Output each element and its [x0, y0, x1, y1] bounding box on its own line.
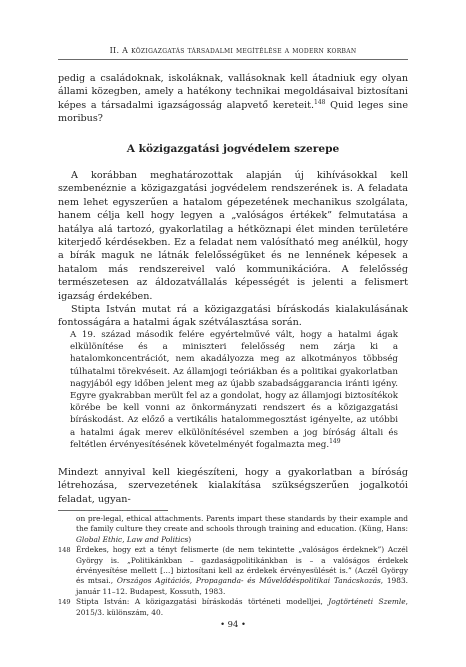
footnote-ref-148[interactable]: 148 — [314, 98, 326, 106]
running-head: II. A közigazgatás társadalmi megítélése a modern korban — [109, 46, 357, 55]
header-rule — [58, 59, 408, 60]
intro-paragraph — [58, 72, 408, 126]
section-title: A közigazgatási jogvédelem szerepe — [126, 143, 340, 155]
intro-tail: Quid leges sine moribus? — [58, 99, 408, 125]
page-number: • 94 • — [220, 619, 246, 629]
footnote-number: 149 — [58, 598, 71, 607]
footnote-continued: on pre-legal, ethical attachments. Parents impart these standards by their example and the family culture they create and schools through training and education. (Küng, Hans: Global Ethic, Law and Politics) — [76, 514, 408, 544]
footnote-rule — [58, 510, 168, 511]
footnote-number: 148 — [58, 546, 71, 555]
footnote-ref-149[interactable]: 149 — [329, 437, 341, 445]
paragraph-1: A korábban meghatározottak alapján új kihívásokkal kell szembenéznie a közigazgatási jogvédelem rendszerének is. A feladata nem lehet egyszerűen a hatalom gépezetének mechanikus szolgálata, hanem célja kell hogy legyen a „valóságos értékek” felmutatása a hatálya alá tartozó, gyakorlatilag a hétköznapi élet minden területére kiterjedő kérdésekben. Ez a feladat nem valósítható meg anélkül, hogy a bírák maguk ne látnák felelősségüket és ne lennének képesek a hatalom más rendszereivel való kommunikációra. A felelősség természetesen az áldozatvállalás képességét is jelenti a felismert igazság érdekében. — [58, 170, 408, 302]
paragraph-2: Stipta István mutat rá a közigazgatási bíráskodás kialakulásának fontosságára a hatalmi ágak szétválasztása során. — [58, 304, 408, 329]
footnote-149: 149 Stipta István: A közigazgatási bíráskodás történeti modelljei, Jogtörténeti Szemle, 2015/3. különszám, 40. — [58, 597, 408, 617]
quote-text: A 19. század második felére egyértelművé vált, hogy a hatalmi ágak elkülönítése és a miniszteri felelősség nem zárja ki a hatalomkoncentrációt, nem akadályozza meg az alkotmányos többség túlhatalmi törekvéseit. Az államjogi teóriákban és a politikai gyakorlatban nagyjából egy időben jelent meg az újabb szabadsággarancia iránti igény. Egyre gyakrabban merült fel az a gondolat, hogy az államjogi biztosítékok körébe be kell vonni az önkormányzati rendszert és a közigazgatási bíráskodást. Az előző a vertikális hatalommegosztást igényelte, az utóbbi a hatalmi ágak merev elkülönítésével szemben a jog bíróság általi és feltétlen érvényesítésének követelményét fogalmazta meg. — [70, 330, 398, 450]
footnote-148: 148 Érdekes, hogy ezt a tényt felismerte (de nem tekintette „valóságos érdeknek”) Aczél György is. „Politikánkban – gazdaságpolitikánkban is – a valóságos érdekek érvényesítése mellett […] biztosítani kell az érdekek érvényesülését is.” (Aczél György és mtsai., Országos Agitációs, Propaganda- és Művelődéspolitikai Tanácskozás, 1983. január 11–12. Budapest, Kossuth, 1983. — [58, 545, 409, 596]
body-paragraphs — [58, 169, 408, 330]
footnotes — [58, 514, 408, 618]
paragraph-3: Mindezt annyival kell kiegészíteni, hogy a gyakorlatban a bíróság létrehozása, szervezetének kialakítása szükségszerűen jogalkotói feladat, ugyan- — [58, 467, 408, 505]
paragraph-3-container — [58, 466, 408, 506]
intro-text: pedig a családoknak, iskoláknak, vallásoknak kell átadniuk egy olyan állami közegben, amely a hatékony technikai megoldásaival biztosítani képes a társadalmi igazságosság alapvető kereteit. — [58, 73, 408, 111]
block-quote — [70, 329, 398, 451]
